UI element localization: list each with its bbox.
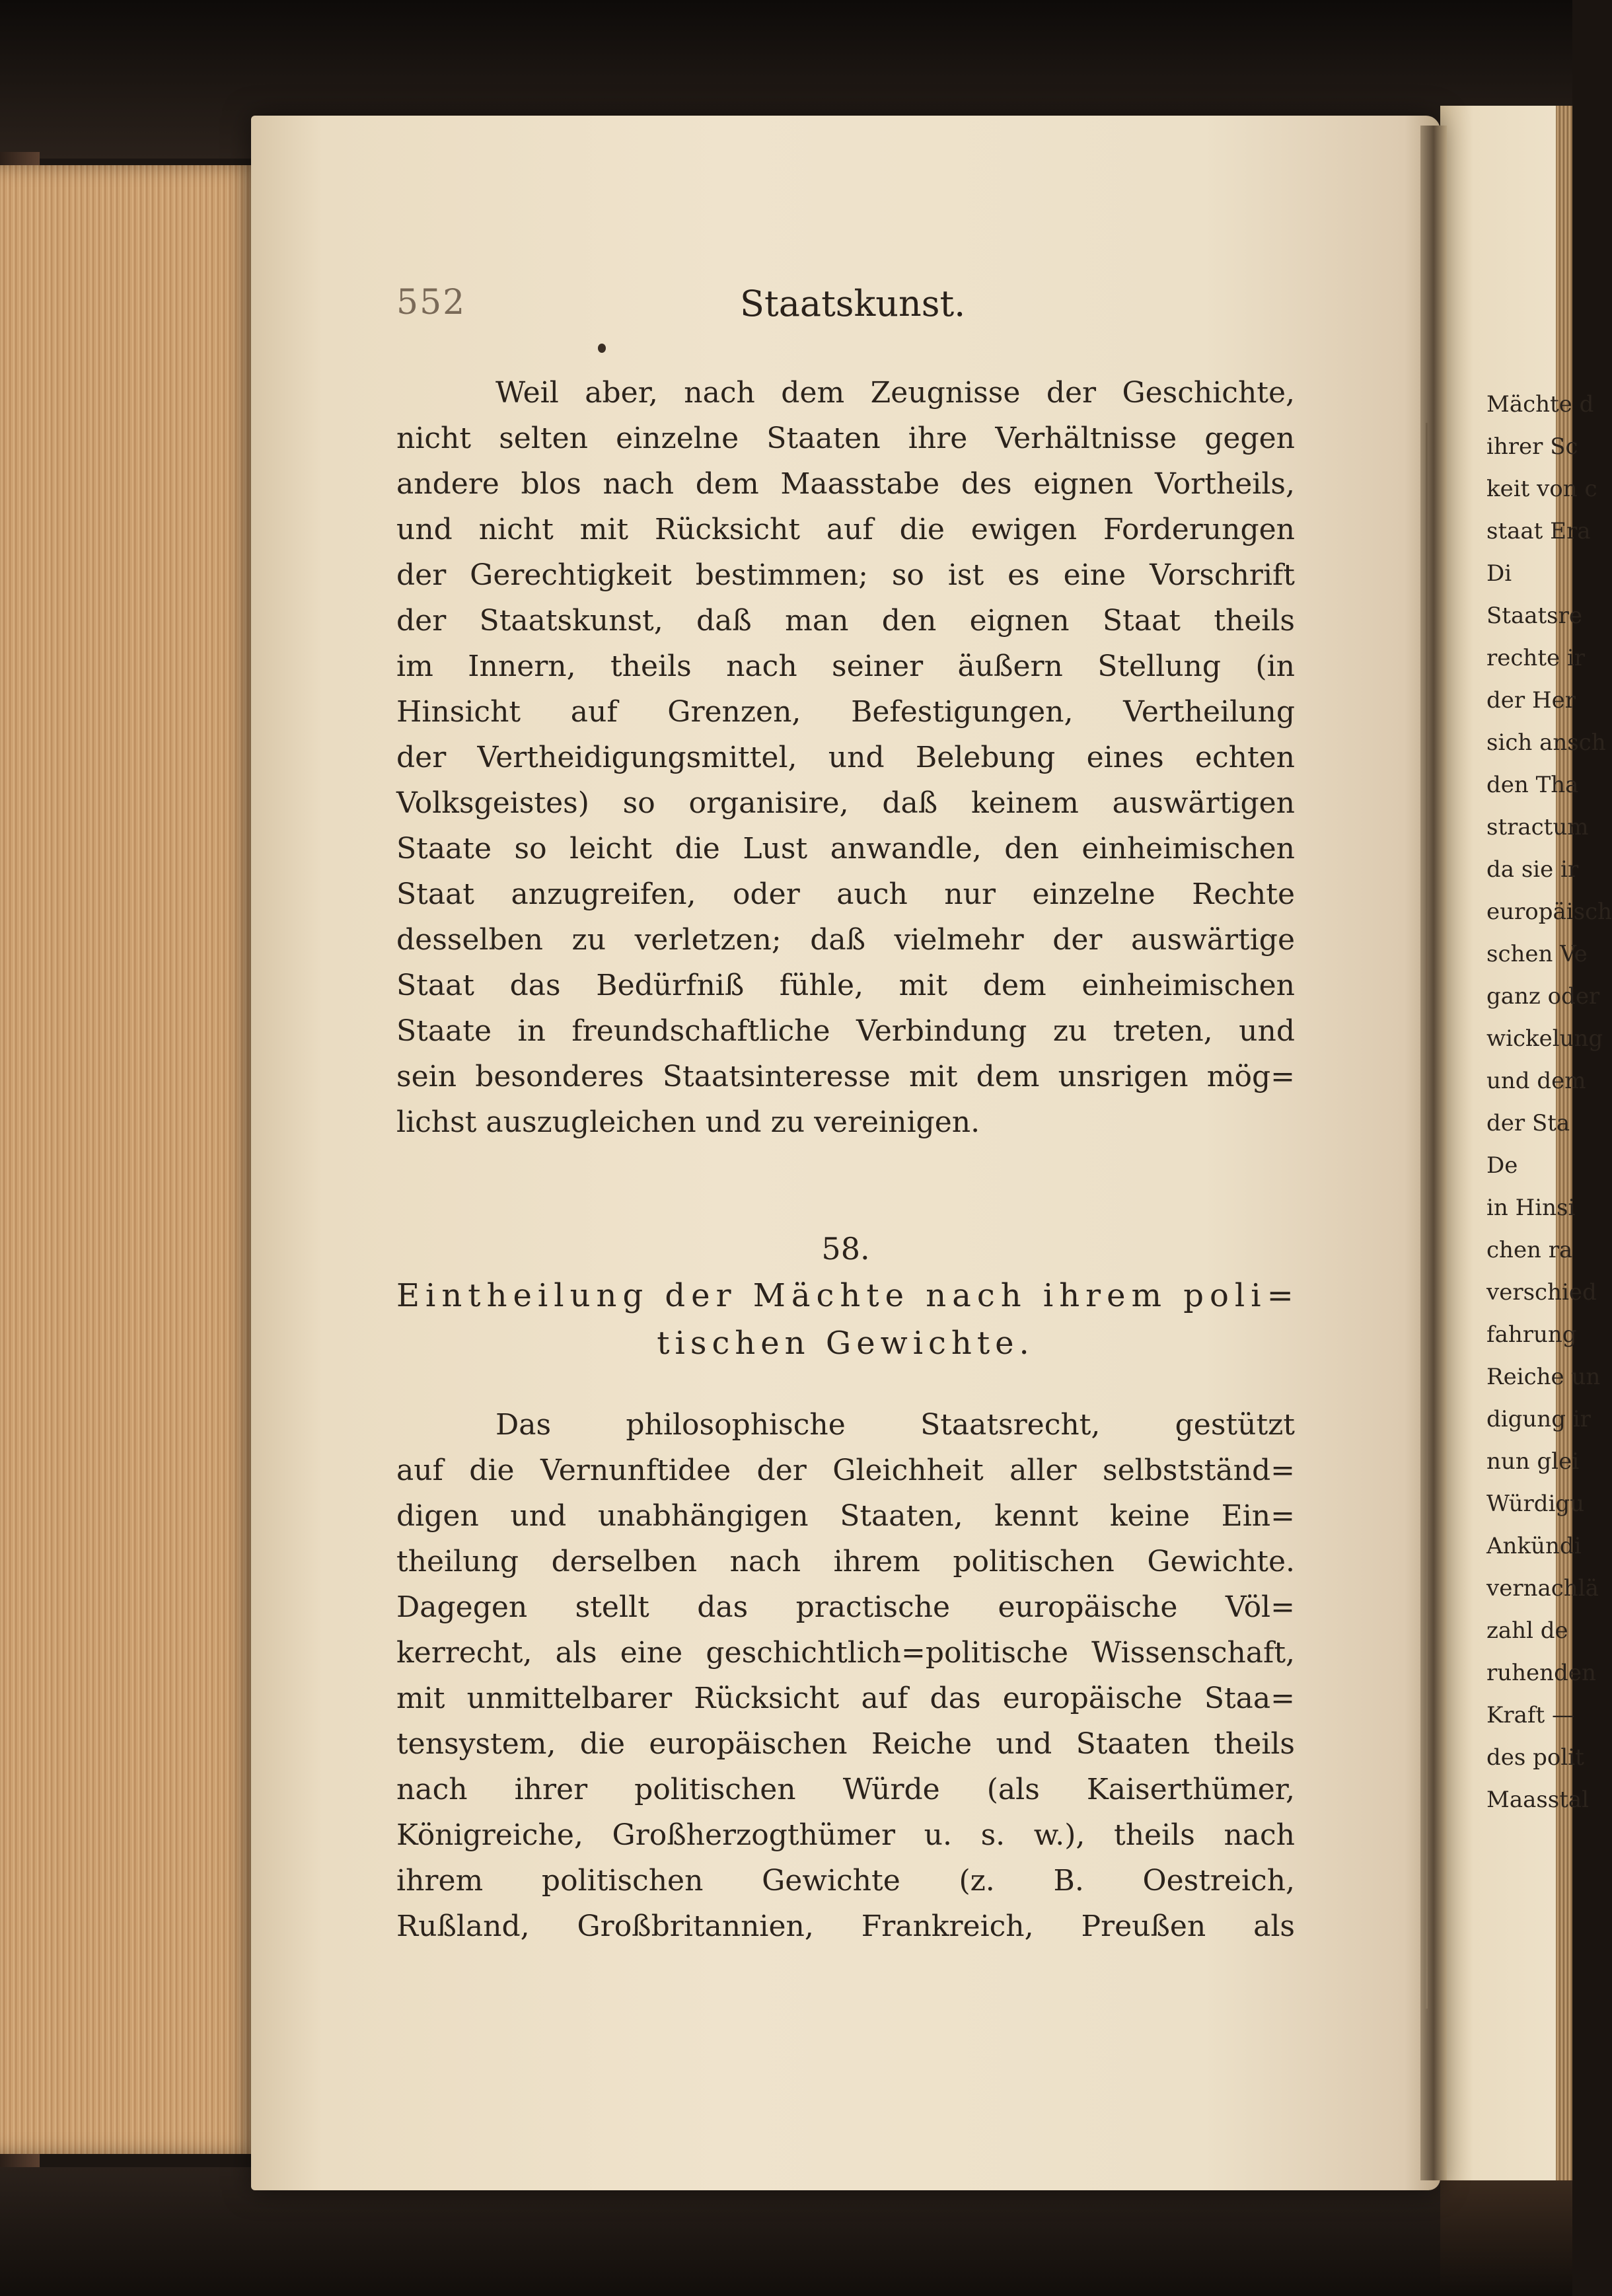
section-heading <box>396 1272 1300 1367</box>
section-heading-line: tischen Gewichte. <box>657 1325 1035 1362</box>
right-page-line: Maasstal <box>1486 1787 1590 1813</box>
right-page-line: schen Ve <box>1486 941 1588 967</box>
text-line: nach ihrer politischen Würde (als Kaiserthümer, <box>396 1773 1295 1806</box>
text-line: Hinsicht auf Grenzen, Befestigungen, Vertheilung <box>396 695 1295 729</box>
text-line: ihrem politischen Gewichte (z. B. Oestreich, <box>396 1864 1295 1898</box>
right-page-line: keit von c <box>1486 476 1597 502</box>
text-line: kerrecht, als eine geschichtlich=politische Wissenschaft, <box>396 1636 1295 1670</box>
right-page-line: der Sta <box>1486 1110 1570 1136</box>
right-page-line: Staatsre <box>1486 603 1582 629</box>
right-page-line: De <box>1486 1152 1518 1179</box>
right-page-line: da sie ir <box>1486 856 1579 883</box>
section-heading-line: Eintheilung der Mächte nach ihrem poli= <box>396 1277 1300 1314</box>
text-line: Rußland, Großbritannien, Frankreich, Preußen als <box>396 1909 1295 1943</box>
right-page-line: sich ansch <box>1486 729 1606 756</box>
text-line: der Staatskunst, daß man den eignen Staat theils <box>396 604 1295 638</box>
right-page-line: nun glei <box>1486 1448 1580 1475</box>
right-page-line: Ankündi <box>1486 1533 1582 1559</box>
right-page-text-fragments <box>1486 383 1612 1821</box>
paragraph-1 <box>396 370 1295 1145</box>
right-page-line: europäisch <box>1486 899 1612 925</box>
text-line: tensystem, die europäischen Reiche und Staaten theils <box>396 1727 1295 1761</box>
right-page-line: ganz oder <box>1486 983 1600 1010</box>
right-page-line: vernachlä <box>1486 1575 1599 1602</box>
text-line: desselben zu verletzen; daß vielmehr der auswärtige <box>396 923 1295 957</box>
right-background-bottom <box>1440 2180 1572 2296</box>
text-line: Das philosophische Staatsrecht, gestützt <box>495 1408 1295 1442</box>
right-page-line: chen ra <box>1486 1237 1573 1263</box>
text-line: Staate in freundschaftliche Verbindung zu treten, und <box>396 1014 1295 1048</box>
right-page-line: Reiche un <box>1486 1364 1601 1390</box>
right-page-line: Mächte d <box>1486 391 1594 418</box>
ink-mark <box>598 344 606 353</box>
right-page-line: fahrung <box>1486 1321 1577 1348</box>
right-page-line: der Her <box>1486 687 1576 714</box>
running-head <box>396 283 1308 336</box>
right-page-line: in Hinsi <box>1486 1195 1576 1221</box>
text-line: mit unmittelbarer Rücksicht auf das europäische Staa= <box>396 1682 1295 1715</box>
text-line: Staat das Bedürfniß fühle, mit dem einheimischen <box>396 969 1295 1002</box>
right-page-line: digung ir <box>1486 1406 1591 1432</box>
text-line: Dagegen stellt das practische europäische Völ= <box>396 1590 1295 1624</box>
text-line: Staat anzugreifen, oder auch nur einzelne Rechte <box>396 877 1295 911</box>
right-page-line: Di <box>1486 560 1512 587</box>
text-line: im Innern, theils nach seiner äußern Stellung (in <box>396 649 1295 683</box>
right-page-line: den Tha <box>1486 772 1579 798</box>
paragraph-2 <box>396 1402 1295 1949</box>
text-line: Königreiche, Großherzogthümer u. s. w.), theils nach <box>396 1818 1295 1852</box>
text-line: und nicht mit Rücksicht auf die ewigen Forderungen <box>396 513 1295 546</box>
page-number: 552 <box>396 283 466 322</box>
text-line: sein besonderes Staatsinteresse mit dem unsrigen mög= <box>396 1060 1295 1093</box>
text-line: digen und unabhängigen Staaten, kennt keine Ein= <box>396 1499 1295 1533</box>
text-line: andere blos nach dem Maasstabe des eignen Vortheils, <box>396 467 1295 501</box>
book-gutter <box>1420 126 1447 2180</box>
right-page-line: staat Era <box>1486 518 1591 544</box>
section-number: 58. <box>821 1231 870 1267</box>
running-head-title: Staatskunst. <box>740 283 966 324</box>
text-line: der Vertheidigungsmittel, und Belebung eines echten <box>396 741 1295 774</box>
text-line: Volksgeistes) so organisire, daß keinem auswärtigen <box>396 786 1295 820</box>
text-line: auf die Vernunftidee der Gleichheit aller selbstständ= <box>396 1454 1295 1487</box>
right-page-line: des polit <box>1486 1744 1584 1771</box>
right-page-line: rechte ir <box>1486 645 1586 671</box>
right-page-line: stractum <box>1486 814 1589 840</box>
text-line: der Gerechtigkeit bestimmen; so ist es eine Vorschrift <box>396 558 1295 592</box>
right-page-line: ruhenden <box>1486 1660 1596 1686</box>
right-page-rule <box>1426 423 1428 2009</box>
right-page-line: wickelung <box>1486 1025 1603 1052</box>
text-line: Weil aber, nach dem Zeugnisse der Geschichte, <box>495 376 1295 410</box>
text-line: nicht selten einzelne Staaten ihre Verhältnisse gegen <box>396 422 1295 455</box>
right-page-line: zahl de <box>1486 1617 1568 1644</box>
left-page-edges <box>0 165 264 2154</box>
right-page-line: und dem <box>1486 1068 1586 1094</box>
right-page-line: Würdigu <box>1486 1491 1585 1517</box>
right-page-line: verschied <box>1486 1279 1597 1306</box>
right-page-line: Kraft — <box>1486 1702 1574 1728</box>
text-line: lichst auszugleichen und zu vereinigen. <box>396 1105 980 1139</box>
text-line: theilung derselben nach ihrem politischen Gewichte. <box>396 1545 1295 1578</box>
text-line: Staate so leicht die Lust anwandle, den einheimischen <box>396 832 1295 866</box>
right-page-line: ihrer Sc <box>1486 433 1578 460</box>
